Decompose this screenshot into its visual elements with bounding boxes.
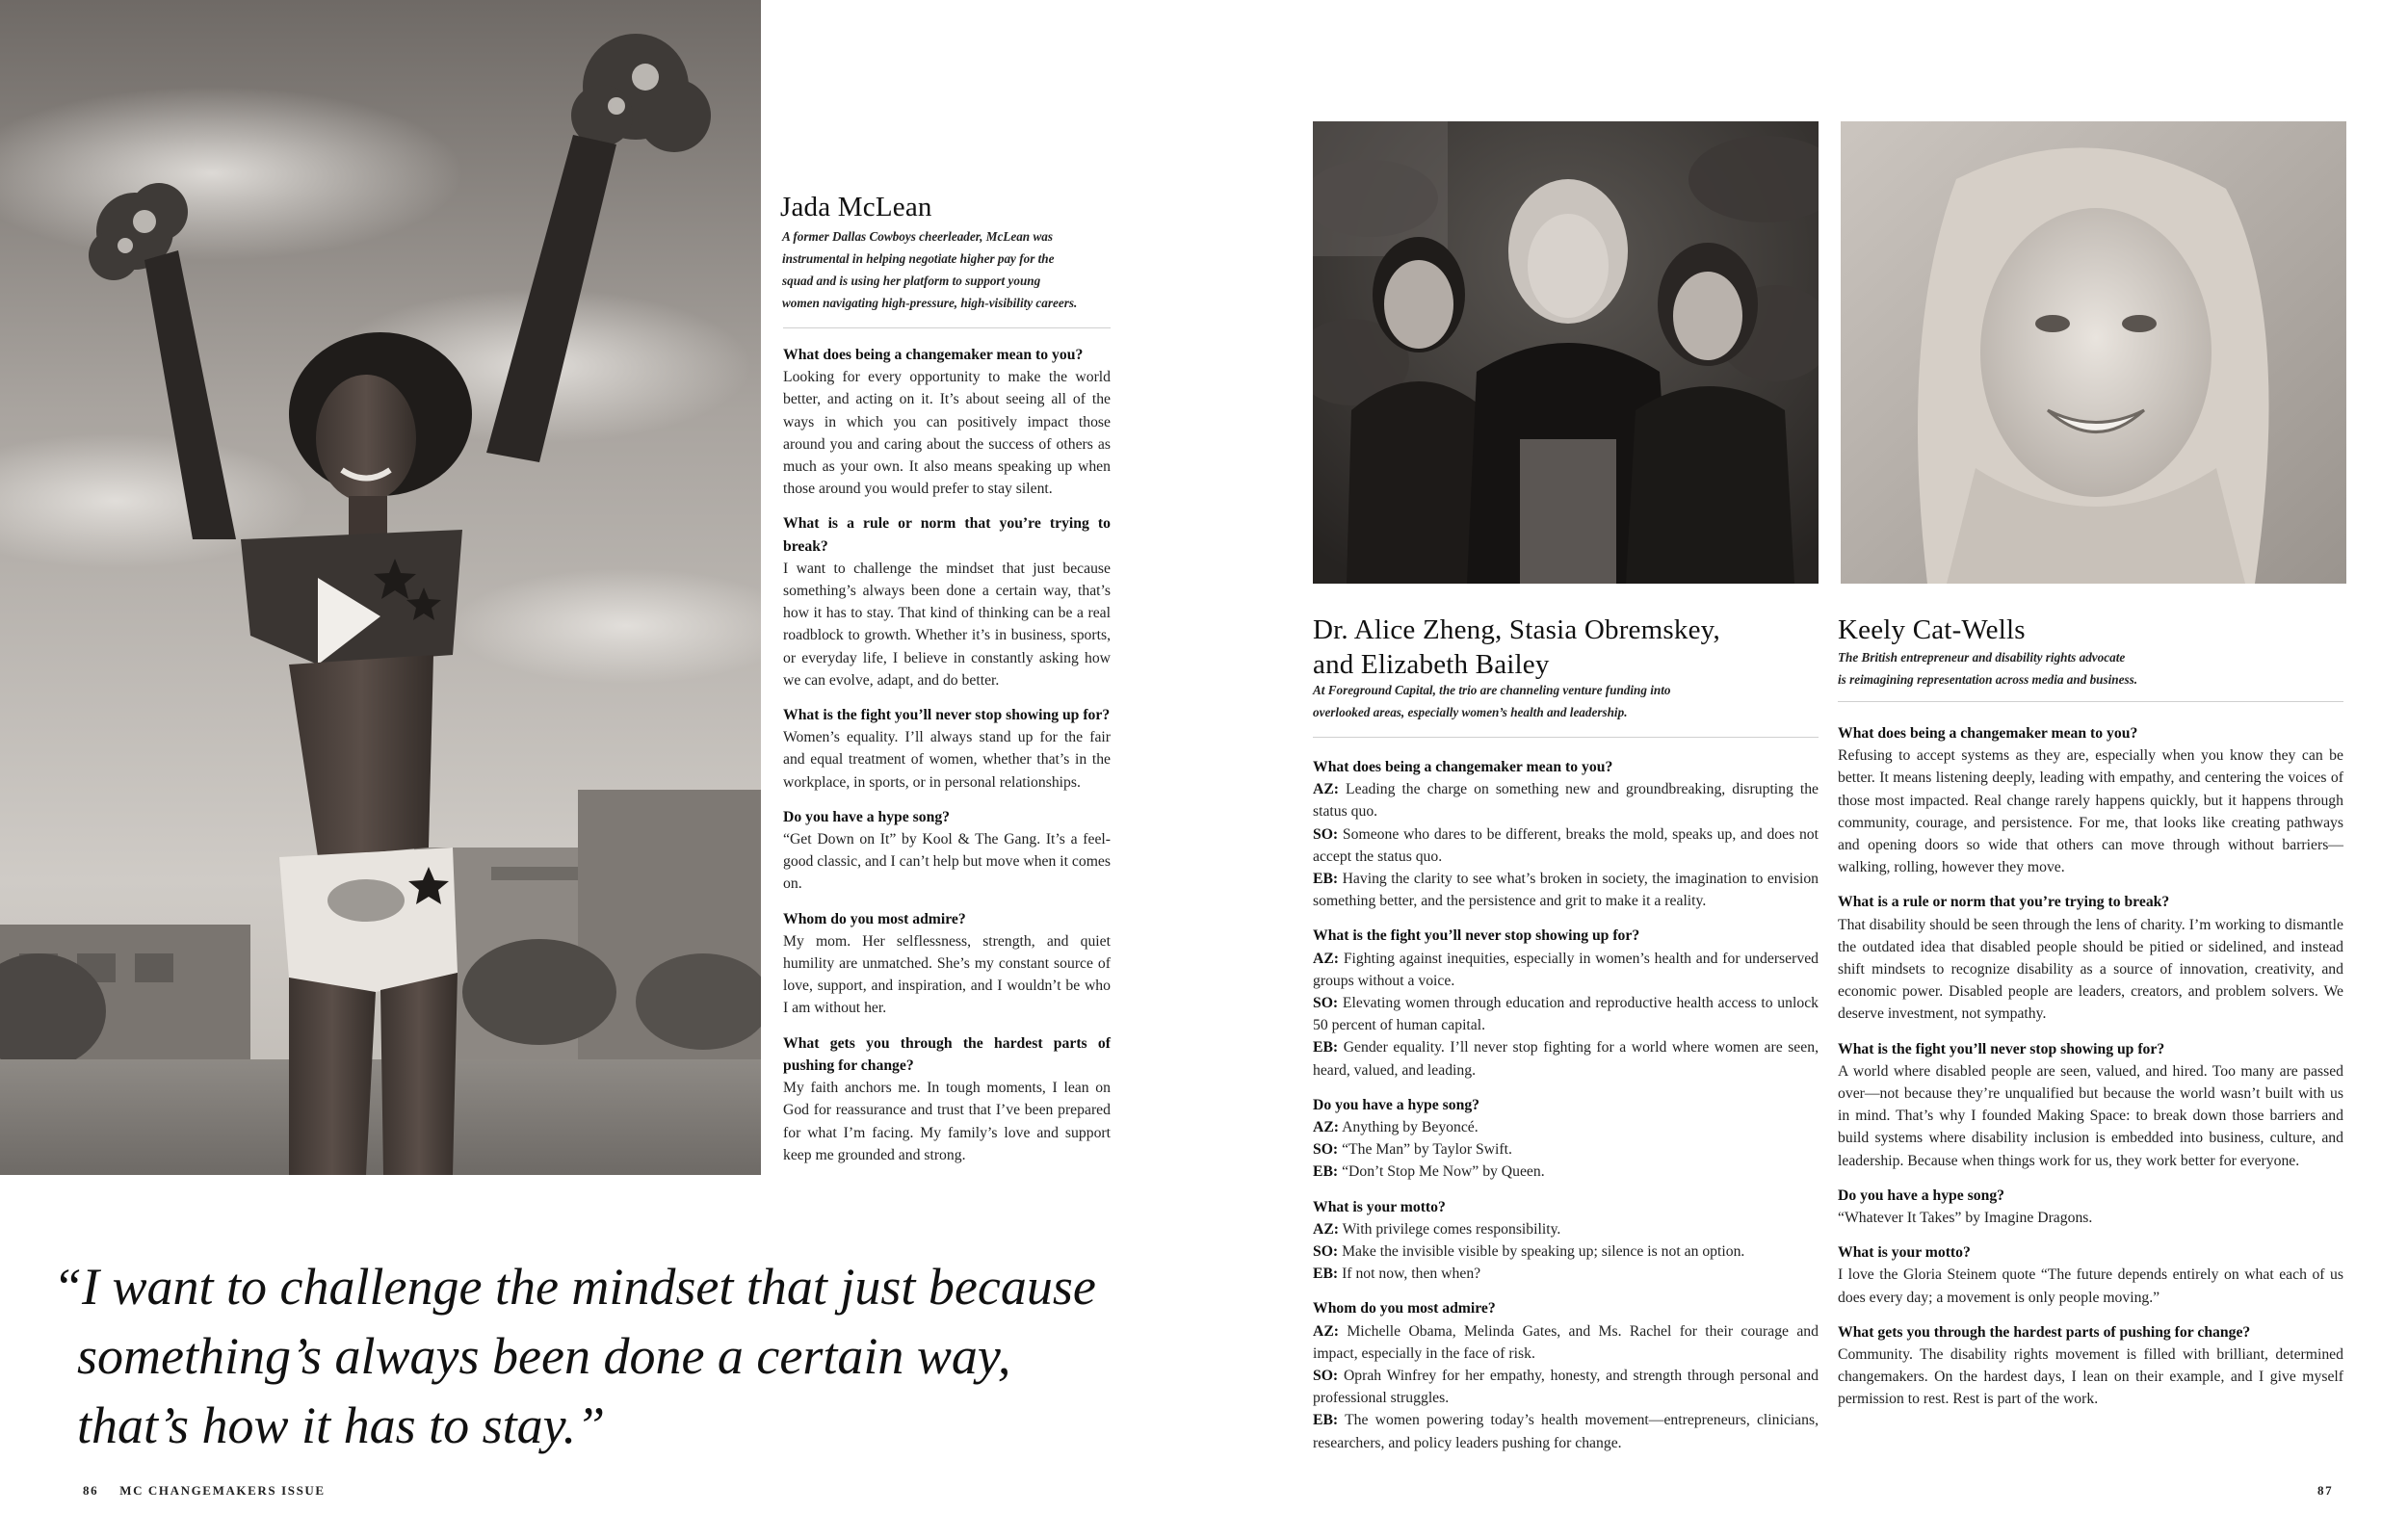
pull-quote — [53, 1252, 1132, 1460]
keely-subtitle-line: is reimagining representation across media and business. — [1838, 672, 2138, 687]
answer: A world where disabled people are seen, valued, and hired. Too many are passed over—not because they’re unqualified but because the world wasn’t built with us in mind. That’s why I founded Making Space: to break down those barriers and build systems where disability inclusion is embedded into business, culture, and leadership. Because when things work for us, they work better for everyone. — [1838, 1062, 2343, 1169]
keely-subtitle — [1838, 646, 2343, 691]
qa-item — [783, 1032, 1111, 1166]
answer: With privilege comes responsibility. — [1342, 1220, 1561, 1238]
answer-line — [1313, 1218, 1819, 1240]
qa-item — [783, 512, 1111, 691]
keely-qa-column — [1838, 722, 2343, 1423]
answer: Having the clarity to see what’s broken in society, the imagination to envision something better, and the persistence and grit to make it a reality. — [1313, 871, 1819, 910]
question: Do you have a hype song? — [1313, 1096, 1480, 1113]
question: What is your motto? — [1838, 1244, 1971, 1262]
qa-item — [1313, 925, 1819, 1081]
answer: I love the Gloria Steinem quote “The future depends entirely on what each of us does every day; a movement is only people moving.” — [1838, 1266, 2343, 1306]
speaker-initials: AZ: — [1313, 1119, 1340, 1136]
answer: “The Man” by Taylor Swift. — [1342, 1141, 1512, 1159]
trio-subtitle-line: At Foreground Capital, the trio are channeling venture funding into — [1313, 683, 1671, 697]
speaker-initials: AZ: — [1313, 1220, 1340, 1238]
jada-subtitle — [782, 225, 1129, 314]
qa-item — [1838, 1241, 2343, 1309]
jada-name: Jada McLean — [780, 192, 932, 222]
pull-quote-line: something’s always been done a certain way, — [77, 1327, 1011, 1385]
keely-subtitle-line: The British entrepreneur and disability rights advocate — [1838, 650, 2126, 665]
answer: I want to challenge the mindset that just because something’s always been done a certain way, that’s how it has to stay. That kind of thinking can be a real roadblock to growth. Whether it’s in business, sports, or everyday life, I believe in constantly asking how we can evolve, adapt, and do better. — [783, 560, 1111, 689]
answer-line — [1313, 823, 1819, 868]
trio-subtitle-line: overlooked areas, especially women’s health and leadership. — [1313, 705, 1628, 719]
speaker-initials: SO: — [1313, 825, 1339, 843]
question: Whom do you most admire? — [783, 910, 966, 927]
question: What is the fight you’ll never stop showing up for? — [1838, 1040, 2165, 1057]
jada-subtitle-line: squad and is using her platform to support young — [782, 274, 1041, 288]
answer: Refusing to accept systems as they are, especially when you know they can be better. It means listening deeply, leading with empathy, and centering the voices of those most impacted. Real change rarely happens quickly, but it happens through community, courage, and persistence. For me, that looks like creating pathways and opening doors so wide that others can move through without barriers—walking, rolling, however they move. — [1838, 747, 2343, 876]
jada-subtitle-line: women navigating high-pressure, high-visibility careers. — [782, 296, 1078, 310]
answer: Elevating women through education and reproductive health access to unlock 50 percent of human capital. — [1313, 995, 1819, 1034]
trio-subtitle — [1313, 679, 1819, 723]
question: What does being a changemaker mean to you? — [783, 347, 1084, 363]
answer-line — [1313, 1263, 1819, 1285]
trio-name-line: and Elizabeth Bailey — [1313, 649, 1550, 680]
answer: My mom. Her selflessness, strength, and quiet humility are unmatched. She’s my constant source of love, support, and inspiration, and I wouldn’t be who I am without her. — [783, 932, 1111, 1017]
speaker-initials: EB: — [1313, 1265, 1339, 1283]
answer: “Get Down on It” by Kool & The Gang. It’s a feel-good classic, and I can’t help but move when it comes on. — [783, 831, 1111, 893]
qa-item — [783, 344, 1111, 500]
answer-line — [1313, 1240, 1819, 1263]
answer: That disability should be seen through the lens of charity. I’m working to dismantle the outdated idea that disabled people should be pitied or sidelined, and instead shift mindsets to recognize disability as a source of innovation, creativity, and economic power. Disabled people are leaders, creators, and problem solvers. We deserve investment, not sympathy. — [1838, 916, 2343, 1023]
speaker-initials: AZ: — [1313, 1322, 1340, 1340]
question: Do you have a hype song? — [783, 808, 951, 825]
magazine-title: MC CHANGEMAKERS ISSUE — [119, 1483, 326, 1498]
answer: Someone who dares to be different, breaks the mold, speaks up, and does not accept the status quo. — [1313, 825, 1819, 865]
jada-subtitle-line: instrumental in helping negotiate higher pay for the — [782, 251, 1055, 266]
page-number-right: 87 — [2317, 1483, 2334, 1498]
page-number-left: 86 — [83, 1483, 99, 1498]
question: What does being a changemaker mean to you? — [1838, 725, 2138, 742]
trio-name — [1313, 613, 1720, 682]
speaker-initials: AZ: — [1313, 950, 1340, 967]
jada-qa-column — [783, 344, 1111, 1179]
answer: Women’s equality. I’ll always stand up for the fair and equal treatment of women, whether that’s in the workplace, in sports, or in personal relationships. — [783, 729, 1111, 791]
question: What is a rule or norm that you’re trying to break? — [1838, 894, 2170, 911]
answer-line — [1313, 868, 1819, 912]
qa-item — [1838, 1185, 2343, 1229]
answer-line — [1313, 948, 1819, 992]
qa-item — [1838, 1321, 2343, 1411]
qa-item — [1313, 1297, 1819, 1453]
answer: The women powering today’s health movement—entrepreneurs, clinicians, researchers, and policy leaders pushing for change. — [1313, 1412, 1819, 1451]
speaker-initials: EB: — [1313, 1039, 1339, 1056]
question: What does being a changemaker mean to you? — [1313, 759, 1613, 775]
answer: Oprah Winfrey for her empathy, honesty, and strength through personal and professional struggles. — [1313, 1368, 1819, 1407]
speaker-initials: EB: — [1313, 1163, 1339, 1181]
answer: Community. The disability rights movement is filled with brilliant, determined changemakers. On the hardest days, I lean on their example, and I give myself permission to rest. Rest is part of the work. — [1838, 1346, 2343, 1408]
answer-line — [1313, 992, 1819, 1036]
speaker-initials: SO: — [1313, 1243, 1339, 1261]
question: What gets you through the hardest parts of pushing for change? — [783, 1034, 1111, 1074]
qa-item — [1838, 891, 2343, 1025]
folio-left — [83, 1483, 326, 1499]
qa-item — [783, 806, 1111, 896]
speaker-initials: SO: — [1313, 995, 1339, 1012]
qa-item — [1313, 1094, 1819, 1184]
cheerleader-photo — [0, 0, 761, 1175]
qa-item — [1838, 722, 2343, 878]
qa-item — [1838, 1038, 2343, 1172]
answer-line — [1313, 1320, 1819, 1365]
question: What is your motto? — [1313, 1198, 1446, 1215]
answer: Looking for every opportunity to make the world better, and acting on it. It’s about seeing all of the ways in which you can positively impact those around you and caring about the success of others as much as your own. It also means speaking up when those around you would prefer to stay silent. — [783, 369, 1111, 498]
question: Do you have a hype song? — [1838, 1187, 2005, 1204]
answer: Michelle Obama, Melinda Gates, and Ms. Rachel for their courage and impact, especially in the face of risk. — [1313, 1322, 1819, 1362]
answer-line — [1313, 1409, 1819, 1453]
jada-divider — [783, 327, 1111, 328]
answer-line — [1313, 1161, 1819, 1183]
answer: Fighting against inequities, especially in women’s health and for underserved groups without a voice. — [1313, 950, 1819, 989]
answer: Gender equality. I’ll never stop fighting for a world where women are seen, heard, valued, and leading. — [1313, 1039, 1819, 1079]
pull-quote-line: that’s how it has to stay.” — [77, 1396, 606, 1454]
pull-quote-line: “I want to challenge the mindset that just because — [53, 1258, 1096, 1316]
keely-photo — [1841, 121, 2346, 584]
qa-item — [1313, 756, 1819, 912]
answer: Make the invisible visible by speaking up; silence is not an option. — [1342, 1243, 1745, 1261]
question: Whom do you most admire? — [1313, 1300, 1496, 1317]
answer: Leading the charge on something new and groundbreaking, disrupting the status quo. — [1313, 781, 1819, 821]
trio-divider — [1313, 737, 1819, 738]
keely-divider — [1838, 701, 2343, 702]
qa-item — [1313, 1196, 1819, 1286]
answer: My faith anchors me. In tough moments, I lean on God for reassurance and trust that I’ve been prepared for what I’m facing. My family’s love and support keep me grounded and strong. — [783, 1080, 1111, 1163]
speaker-initials: SO: — [1313, 1368, 1339, 1385]
trio-qa-column — [1313, 756, 1819, 1467]
question: What is the fight you’ll never stop showing up for? — [783, 707, 1111, 724]
answer-line — [1313, 778, 1819, 822]
trio-photo — [1313, 121, 1819, 584]
answer: If not now, then when? — [1342, 1265, 1481, 1283]
question: What is the fight you’ll never stop showing up for? — [1313, 927, 1640, 945]
answer-line — [1313, 1138, 1819, 1161]
question: What is a rule or norm that you’re trying to break? — [783, 515, 1111, 555]
answer-line — [1313, 1116, 1819, 1138]
answer-line — [1313, 1036, 1819, 1081]
speaker-initials: SO: — [1313, 1141, 1339, 1159]
answer: Anything by Beyoncé. — [1342, 1119, 1479, 1136]
question: What gets you through the hardest parts of pushing for change? — [1838, 1323, 2251, 1341]
jada-subtitle-line: A former Dallas Cowboys cheerleader, McLean was — [782, 229, 1053, 244]
answer-line — [1313, 1365, 1819, 1409]
keely-name: Keely Cat-Wells — [1838, 614, 2026, 645]
speaker-initials: EB: — [1313, 1412, 1339, 1429]
qa-item — [783, 908, 1111, 1020]
qa-item — [783, 704, 1111, 794]
speaker-initials: EB: — [1313, 871, 1339, 888]
trio-name-line: Dr. Alice Zheng, Stasia Obremskey, — [1313, 614, 1720, 645]
speaker-initials: AZ: — [1313, 781, 1340, 798]
answer: “Don’t Stop Me Now” by Queen. — [1342, 1163, 1545, 1181]
answer: “Whatever It Takes” by Imagine Dragons. — [1838, 1210, 2093, 1227]
